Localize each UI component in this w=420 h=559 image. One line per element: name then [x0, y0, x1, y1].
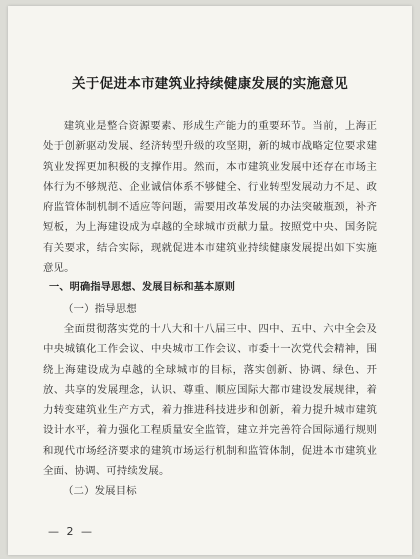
section-heading-guiding-principles: 一、明确指导思想、发展目标和基本原则: [49, 282, 236, 294]
document-title: 关于促进本市建筑业持续健康发展的实施意见: [72, 76, 348, 92]
subsection-heading-guiding-ideology: （一）指导思想: [63, 302, 137, 315]
document-body: [43, 116, 377, 502]
document-page: [8, 6, 412, 555]
page-number: — 2 —: [48, 525, 94, 538]
guiding-ideology-paragraph: 全面贯彻落实党的十八大和十八届三中、四中、五中、六中全会及中央城镇化工作会议、中央城市工作会议、市委十一次党代会精神，围绕上海建设成为卓越的全球城市的目标，落实创新、协调、绿色、开放、共享的发展理念，认识、尊重、顺应国际大都市建设发展规律，着力转变建筑业生产方式，着力推进科技进步和创新，着力提升城市建筑设计水平，着力强化工程质量安全监管，建立并完善符合国际通行规则和现代市场经济要求的建筑市场运行机制和监管体制，促进本市建筑业全面、协调、可持续发展。: [43, 322, 377, 478]
subsection-heading-development-goals: （二）发展目标: [63, 485, 137, 498]
intro-paragraph: 建筑业是整合资源要素、形成生产能力的重要环节。当前，上海正处于创新驱动发展、经济转型升级的攻坚期，新的城市战略定位要求建筑业发挥更加积极的支撑作用。然而，本市建筑业发展中还存在市场主体行为不够规范、企业诚信体系不够健全、行业转型发展动力不足、政府监管体制机制不适应等问题，需要用改革发展的办法突破瓶颈，补齐短板，为上海建设成为卓越的全球城市贡献力量。按照党中央、国务院有关要求，结合实际，现就促进本市建筑业持续健康发展提出如下实施意见。: [43, 120, 377, 275]
